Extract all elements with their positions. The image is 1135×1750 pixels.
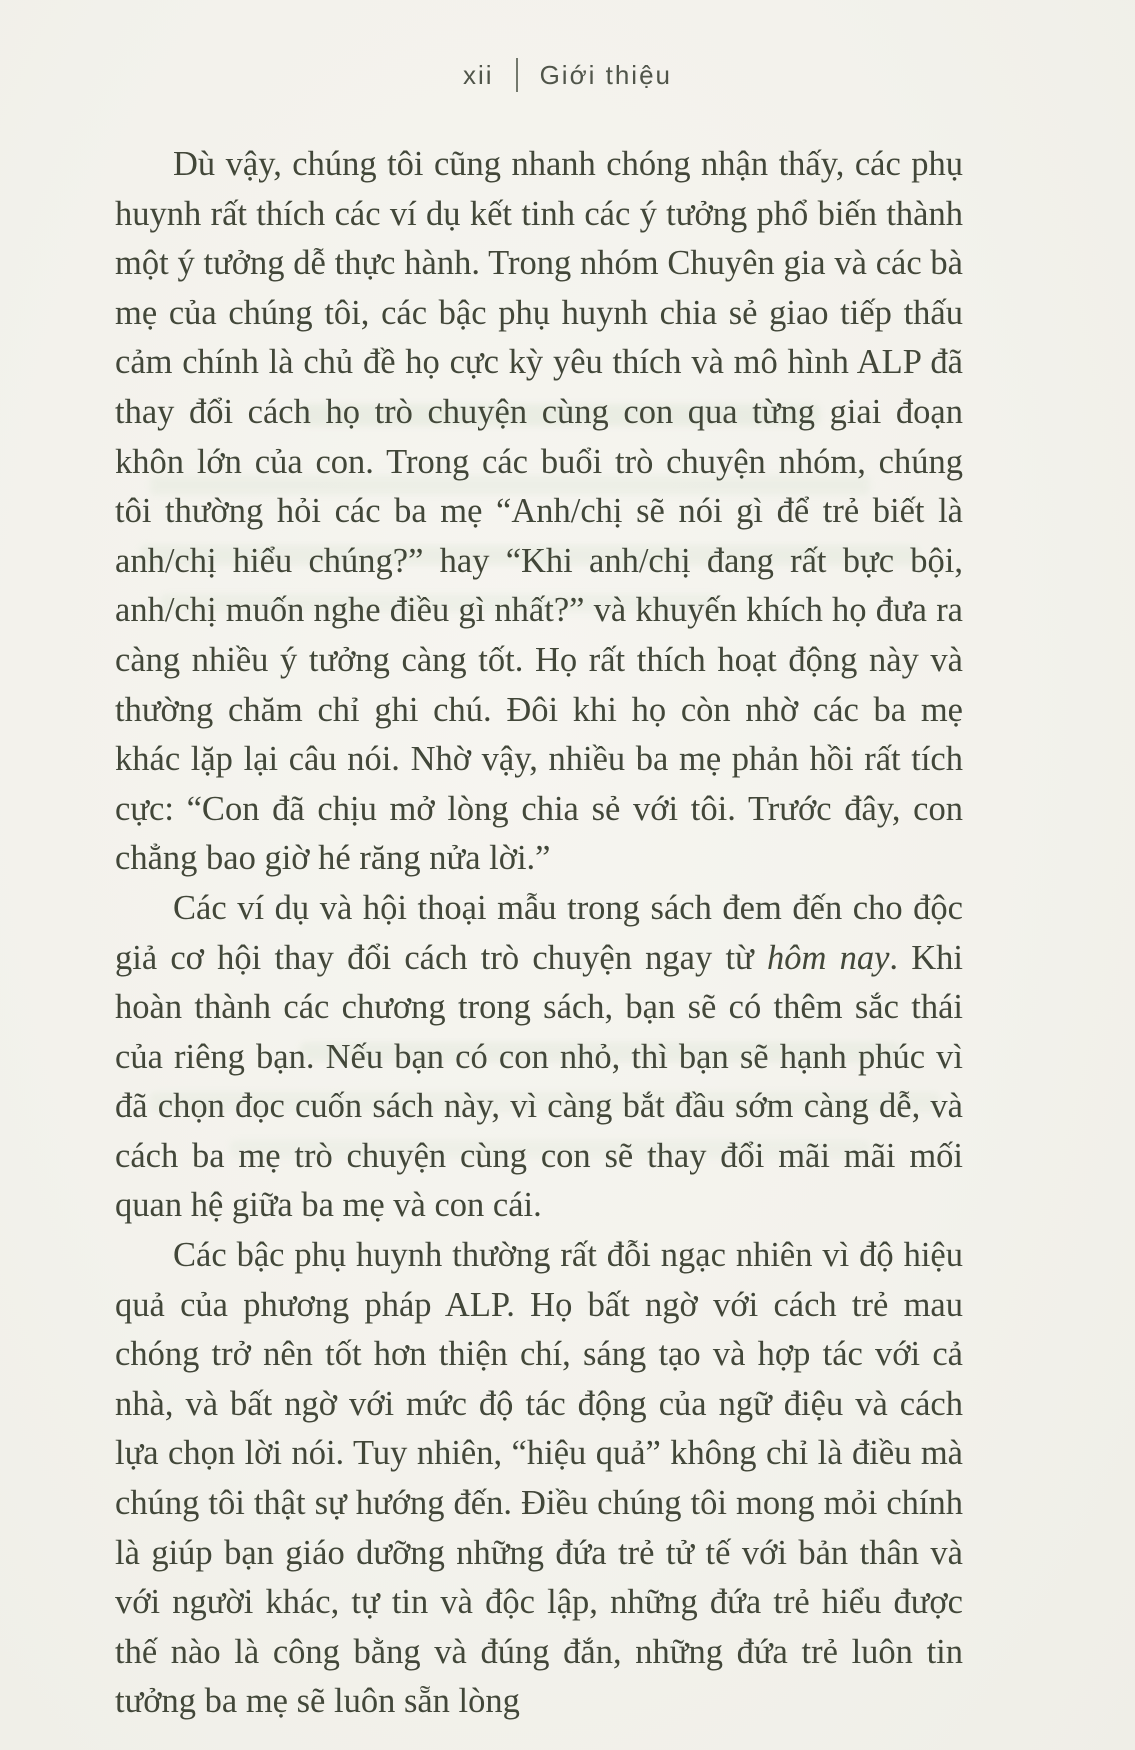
paragraph	[115, 1231, 963, 1727]
page-number: xii	[463, 59, 494, 90]
section-title: Giới thiệu	[539, 59, 672, 90]
text-segment: . Khi hoàn thành các chương trong sách, bạn sẽ có thêm sắc thái của riêng bạn. Nếu bạn có con nhỏ, thì bạn sẽ hạnh phúc vì đã chọn đọc cuốn sách này, vì càng bắt đầu sớm càng dễ, và cách ba mẹ trò chuyện cùng con sẽ thay đổi mãi mãi mối quan hệ giữa ba mẹ và con cái.	[115, 938, 963, 1225]
italic-phrase: hôm nay	[766, 938, 890, 977]
running-header	[0, 58, 1135, 92]
paragraph	[115, 140, 963, 884]
text-segment: Các ví dụ và hội thoại mẫu trong sách đem đến cho độc giả cơ hội thay đổi cách trò chuyện ngay từ	[115, 888, 963, 977]
paragraph	[115, 884, 963, 1231]
text-segment: Dù vậy, chúng tôi cũng nhanh chóng nhận thấy, các phụ huynh rất thích các ví dụ kết tinh các ý tưởng phổ biến thành một ý tưởng dễ thực hành. Trong nhóm Chuyên gia và các bà mẹ của chúng tôi, các bậc phụ huynh chia sẻ giao tiếp thấu cảm chính là chủ đề họ cực kỳ yêu thích và mô hình ALP đã thay đổi cách họ trò chuyện cùng con qua từng giai đoạn khôn lớn của con. Trong các buổi trò chuyện nhóm, chúng tôi thường hỏi các ba mẹ “Anh/chị sẽ nói gì để trẻ biết là anh/chị hiểu chúng?” hay “Khi anh/chị đang rất bực bội, anh/chị muốn nghe điều gì nhất?” và khuyến khích họ đưa ra càng nhiều ý tưởng càng tốt. Họ rất thích hoạt động này và thường chăm chỉ ghi chú. Đôi khi họ còn nhờ các ba mẹ khác lặp lại câu nói. Nhờ vậy, nhiều ba mẹ phản hồi rất tích cực: “Con đã chịu mở lòng chia sẻ với tôi. Trước đây, con chẳng bao giờ hé răng nửa lời.”	[115, 145, 963, 878]
text-segment: Các bậc phụ huynh thường rất đỗi ngạc nhiên vì độ hiệu quả của phương pháp ALP. Họ bất ngờ với cách trẻ mau chóng trở nên tốt hơn thiện chí, sáng tạo và hợp tác với cả nhà, và bất ngờ với mức độ tác động của ngữ điệu và cách lựa chọn lời nói. Tuy nhiên, “hiệu quả” không chỉ là điều mà chúng tôi thật sự hướng đến. Điều chúng tôi mong mỏi chính là giúp bạn giáo dưỡng những đứa trẻ tử tế với bản thân và với người khác, tự tin và độc lập, những đứa trẻ hiểu được thế nào là công bằng và đúng đắn, những đứa trẻ luôn tin tưởng ba mẹ sẽ luôn sẵn lòng	[115, 1236, 963, 1721]
header-divider	[516, 58, 518, 92]
text-block	[115, 140, 963, 1727]
